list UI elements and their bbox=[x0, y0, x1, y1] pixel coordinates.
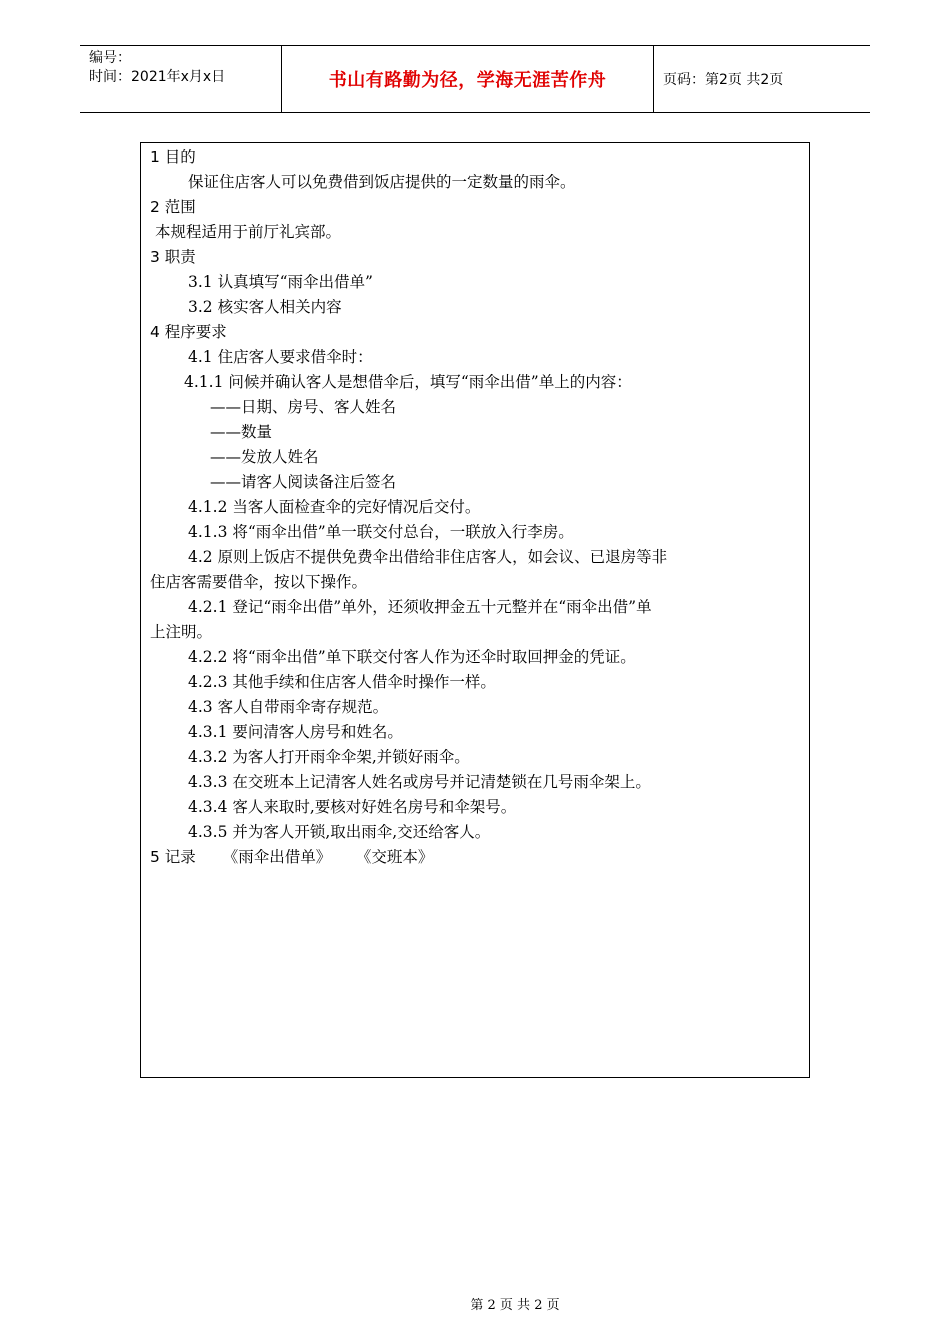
header-meta bbox=[80, 46, 282, 112]
item-4-2-1-line2: 上注明。 bbox=[150, 623, 213, 641]
header-slogan: 书山有路勤为径，学海无涯苦作舟 bbox=[282, 46, 654, 112]
code-label: 编号： bbox=[89, 50, 131, 66]
section-5-row bbox=[150, 845, 801, 870]
section-text-1: 保证住店客人可以免费借到饭店提供的一定数量的雨伞。 bbox=[188, 173, 576, 191]
dash-item-3: ——发放人姓名 bbox=[210, 448, 319, 466]
section-title-4: 4 程序要求 bbox=[150, 323, 227, 341]
item-4-2-2: 4.2.2 将“雨伞出借”单下联交付客人作为还伞时取回押金的凭证。 bbox=[188, 648, 636, 666]
document-header bbox=[80, 45, 870, 113]
dash-item-1: ——日期、房号、客人姓名 bbox=[210, 398, 397, 416]
item-3-2: 3.2 核实客人相关内容 bbox=[188, 298, 342, 316]
item-4-2-3: 4.2.3 其他手续和住店客人借伞时操作一样。 bbox=[188, 673, 496, 691]
item-4-3: 4.3 客人自带雨伞寄存规范。 bbox=[188, 698, 389, 716]
item-4-3-1: 4.3.1 要问清客人房号和姓名。 bbox=[188, 723, 403, 741]
item-4-2-line2: 住店客需要借伞，按以下操作。 bbox=[150, 573, 368, 591]
section-text-2: 本规程适用于前厅礼宾部。 bbox=[155, 223, 342, 241]
record-list: 《雨伞出借单》 《交班本》 bbox=[222, 848, 434, 866]
header-page-label: 页码：第2页 共2页 bbox=[663, 72, 784, 88]
time-label: 时间：2021年x月x日 bbox=[89, 69, 226, 85]
item-4-2-1-line1: 4.2.1 登记“雨伞出借”单外，还须收押金五十元整并在“雨伞出借”单 bbox=[188, 598, 652, 616]
item-4-2-line1: 4.2 原则上饭店不提供免费伞出借给非住店客人，如会议、已退房等非 bbox=[188, 548, 668, 566]
section-title-1: 1 目的 bbox=[150, 148, 196, 166]
item-3-1: 3.1 认真填写“雨伞出借单” bbox=[188, 273, 373, 291]
section-title-5: 5 记录 bbox=[150, 848, 196, 866]
dash-item-2: ——数量 bbox=[210, 423, 273, 441]
item-4-3-3: 4.3.3 在交班本上记清客人姓名或房号并记清楚锁在几号雨伞架上。 bbox=[188, 773, 651, 791]
item-4-1-2: 4.1.2 当客人面检查伞的完好情况后交付。 bbox=[188, 498, 481, 516]
item-4-1-1: 4.1.1 问候并确认客人是想借伞后，填写“雨伞出借”单上的内容： bbox=[184, 373, 632, 391]
content-box bbox=[140, 142, 810, 1078]
item-4-3-4: 4.3.4 客人来取时,要核对好姓名房号和伞架号。 bbox=[188, 798, 517, 816]
dash-item-4: ——请客人阅读备注后签名 bbox=[210, 473, 397, 491]
section-title-3: 3 职责 bbox=[150, 248, 196, 266]
page-footer: 第 2 页 共 2 页 bbox=[470, 1298, 560, 1313]
item-4-1: 4.1 住店客人要求借伞时： bbox=[188, 348, 373, 366]
item-4-1-3: 4.1.3 将“雨伞出借”单一联交付总台，一联放入行李房。 bbox=[188, 523, 574, 541]
item-4-3-5: 4.3.5 并为客人开锁,取出雨伞,交还给客人。 bbox=[188, 823, 491, 841]
item-4-3-2: 4.3.2 为客人打开雨伞伞架,并锁好雨伞。 bbox=[188, 748, 470, 766]
section-title-2: 2 范围 bbox=[150, 198, 196, 216]
